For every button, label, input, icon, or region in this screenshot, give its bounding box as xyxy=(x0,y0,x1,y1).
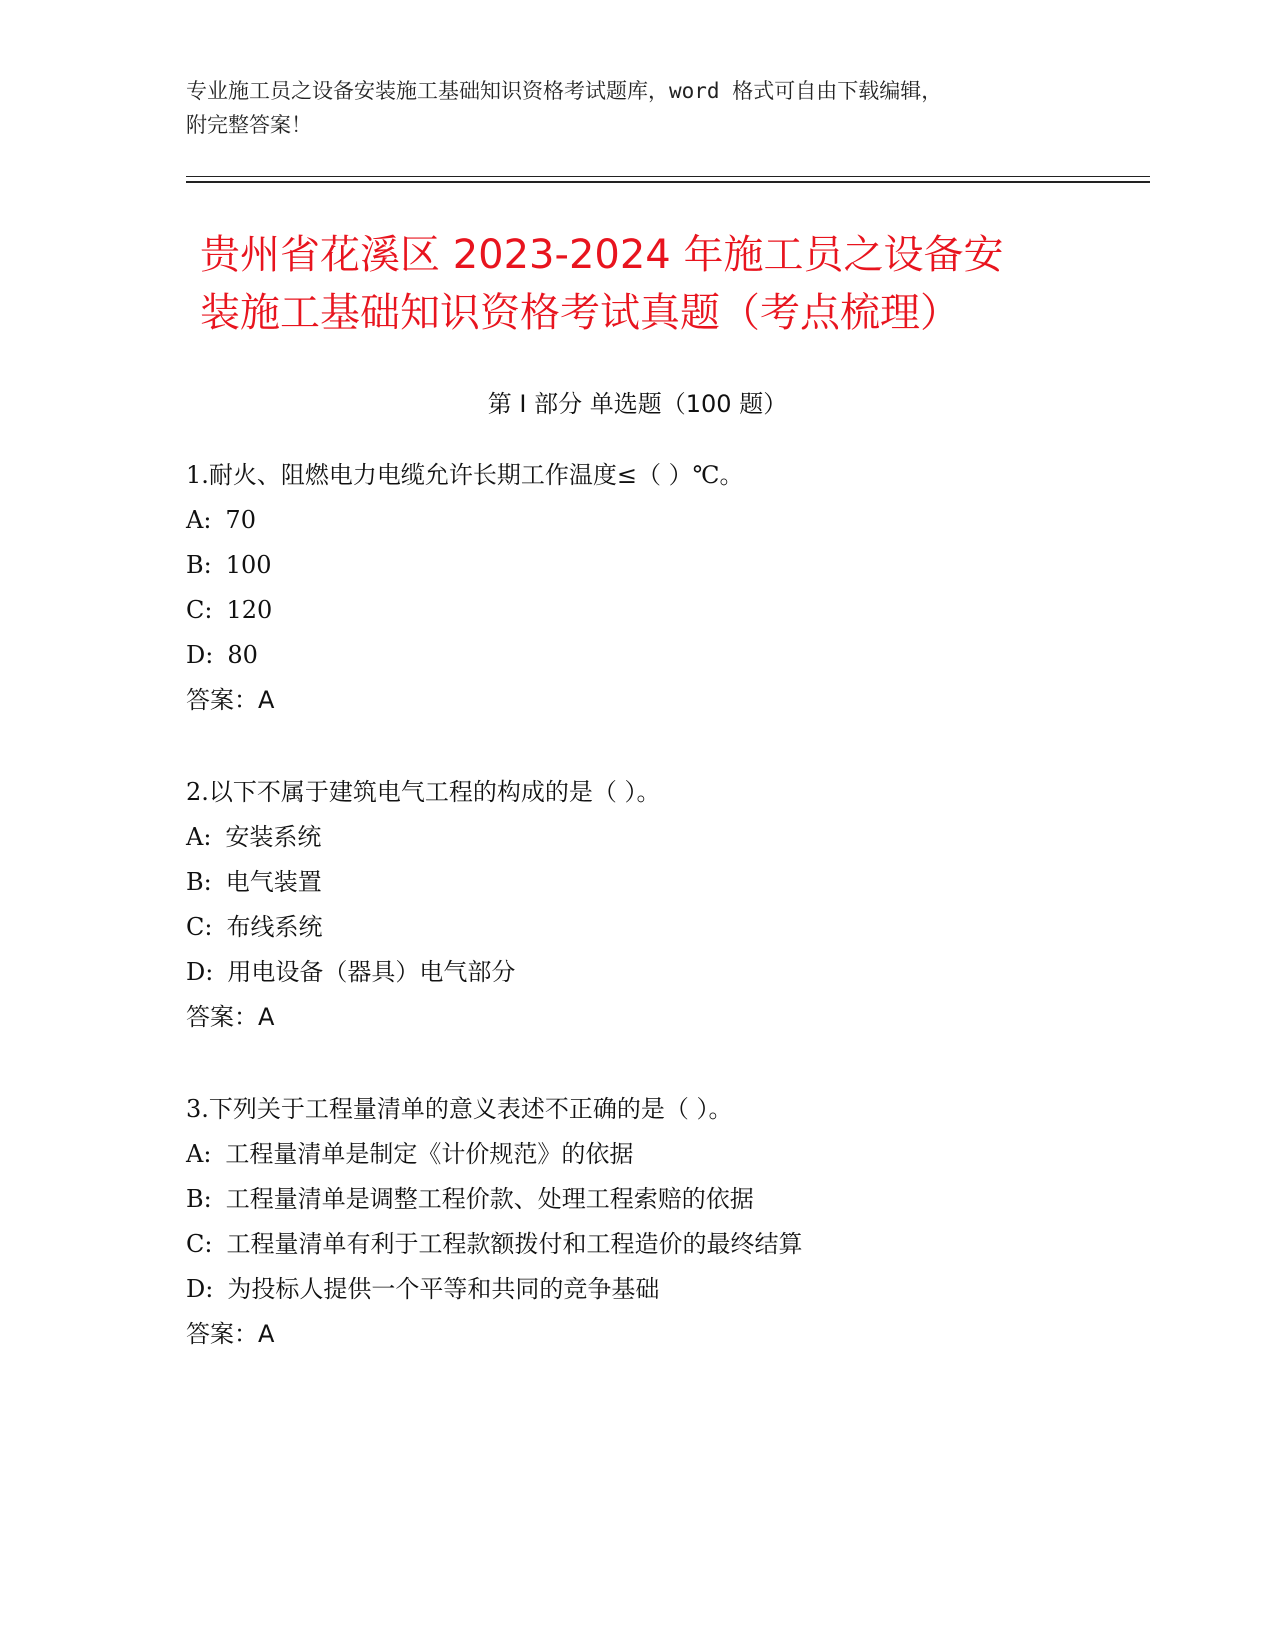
option-text: 布线系统 xyxy=(226,913,323,941)
question-stem: 1.耐火、阻燃电力电缆允许长期工作温度≤（ ）℃。 xyxy=(186,461,744,489)
option-label: D: xyxy=(186,958,214,986)
question-2 xyxy=(186,770,1186,1040)
section-title: 第 I 部分 单选题（100 题） xyxy=(487,390,788,418)
option-d xyxy=(186,1267,1186,1312)
option-label: D: xyxy=(186,1275,214,1303)
header-note-line-2: 附完整答案！ xyxy=(186,113,312,137)
option-text: 为投标人提供一个平等和共同的竞争基础 xyxy=(227,1275,660,1303)
option-c xyxy=(186,1222,1186,1267)
header-note-line-1: 专业施工员之设备安装施工基础知识资格考试题库，word 格式可自由下载编辑， xyxy=(186,79,943,103)
question-3 xyxy=(186,1087,1186,1357)
option-a xyxy=(186,498,1186,543)
option-b xyxy=(186,543,1186,588)
document-title xyxy=(200,226,1100,342)
question-1 xyxy=(186,453,1186,723)
option-label: C: xyxy=(186,913,213,941)
option-text: 80 xyxy=(227,641,258,669)
option-label: D: xyxy=(186,641,214,669)
option-label: C: xyxy=(186,596,213,624)
option-label: B: xyxy=(186,551,212,579)
option-label: B: xyxy=(186,868,212,896)
option-text: 70 xyxy=(225,506,256,534)
question-stem: 2.以下不属于建筑电气工程的构成的是（ ）。 xyxy=(186,778,661,806)
option-label: B: xyxy=(186,1185,212,1213)
option-text: 100 xyxy=(225,551,272,579)
option-a xyxy=(186,815,1186,860)
option-label: A: xyxy=(186,823,212,851)
option-text: 工程量清单是制定《计价规范》的依据 xyxy=(225,1140,634,1168)
document-title-line-2: 装施工基础知识资格考试真题（考点梳理） xyxy=(200,290,960,336)
option-text: 工程量清单是调整工程价款、处理工程索赔的依据 xyxy=(225,1185,754,1213)
option-d xyxy=(186,633,1186,678)
option-label: A: xyxy=(186,506,212,534)
option-label: C: xyxy=(186,1230,213,1258)
answer: 答案：A xyxy=(186,686,275,714)
header-note xyxy=(186,74,1086,142)
question-stem: 3.下列关于工程量清单的意义表述不正确的是（ ）。 xyxy=(186,1095,733,1123)
header-divider-thin xyxy=(186,176,1150,177)
option-text: 工程量清单有利于工程款额拨付和工程造价的最终结算 xyxy=(226,1230,803,1258)
option-d xyxy=(186,950,1186,995)
header-divider-thick xyxy=(186,181,1150,183)
option-c xyxy=(186,588,1186,633)
option-text: 电气装置 xyxy=(225,868,322,896)
answer: 答案：A xyxy=(186,1320,275,1348)
option-b xyxy=(186,1177,1186,1222)
option-c xyxy=(186,905,1186,950)
document-title-line-1: 贵州省花溪区 2023-2024 年施工员之设备安 xyxy=(200,232,1004,278)
option-text: 安装系统 xyxy=(225,823,322,851)
option-a xyxy=(186,1132,1186,1177)
answer: 答案：A xyxy=(186,1003,275,1031)
option-label: A: xyxy=(186,1140,212,1168)
option-b xyxy=(186,860,1186,905)
option-text: 120 xyxy=(226,596,273,624)
option-text: 用电设备（器具）电气部分 xyxy=(227,958,516,986)
